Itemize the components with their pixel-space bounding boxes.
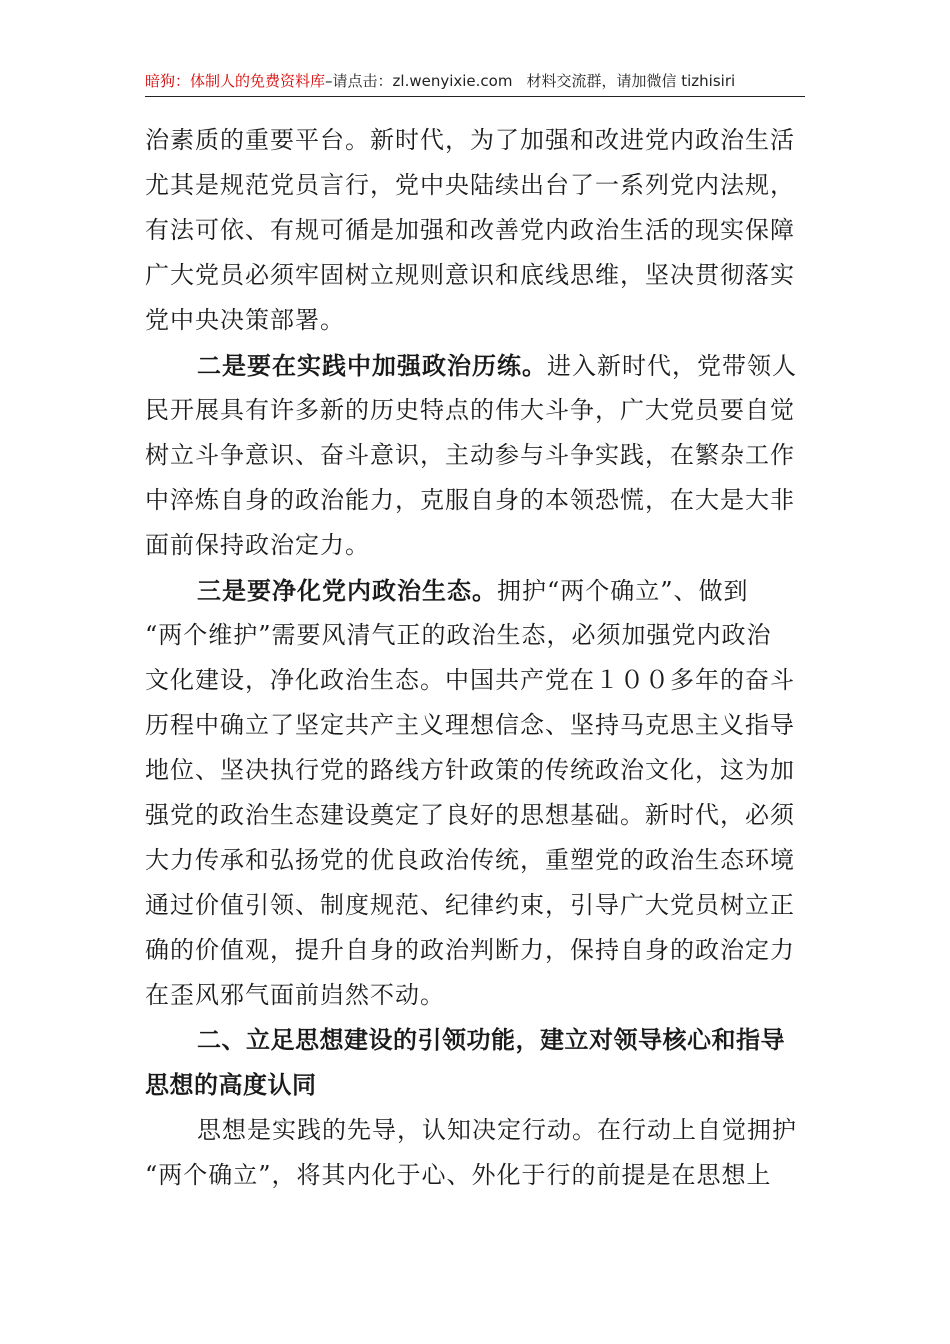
paragraph-4	[145, 1108, 810, 1198]
text-line: 强党的政治生态建设奠定了良好的思想基础。新时代，必须	[145, 801, 795, 829]
text-line: 文化建设，净化政治生态。中国共产党在１００多年的奋斗	[145, 666, 795, 694]
heading-line: 二、立足思想建设的引领功能，建立对领导核心和指导	[197, 1026, 785, 1054]
text-line: 民开展具有许多新的历史特点的伟大斗争，广大党员要自觉	[145, 396, 795, 424]
text-line: 思想是实践的先导，认知决定行动。在行动上自觉拥护	[197, 1116, 797, 1144]
section-heading	[145, 1018, 810, 1108]
text-line: 尤其是规范党员言行，党中央陆续出台了一系列党内法规，	[145, 171, 795, 199]
page-header	[145, 66, 805, 97]
text-line: 在歪风邪气面前岿然不动。	[145, 981, 445, 1009]
paragraph-first-rest: 拥护“两个确立”、做到	[497, 577, 749, 605]
paragraph-lead-bold: 三是要净化党内政治生态。	[197, 576, 497, 605]
text-line: 中淬炼自身的政治能力，克服自身的本领恐慌，在大是大非	[145, 486, 795, 514]
paragraph-first-rest: 进入新时代，党带领人	[547, 352, 797, 380]
paragraph-2	[145, 343, 810, 568]
text-line: 治素质的重要平台。新时代，为了加强和改进党内政治生活	[145, 126, 795, 154]
text-line: 面前保持政治定力。	[145, 531, 370, 559]
text-line: “两个确立”，将其内化于心、外化于行的前提是在思想上	[145, 1161, 772, 1189]
text-line: 通过价值引领、制度规范、纪律约束，引导广大党员树立正	[145, 891, 795, 919]
text-line: 树立斗争意识、奋斗意识，主动参与斗争实践，在繁杂工作	[145, 441, 795, 469]
document-body	[145, 118, 810, 1198]
header-site-name: 暗狗：体制人的免费资料库	[145, 72, 326, 90]
text-line: 有法可依、有规可循是加强和改善党内政治生活的现实保障	[145, 216, 795, 244]
text-line	[145, 568, 810, 613]
header-click-prompt: –请点击：	[325, 72, 393, 90]
text-line: 广大党员必须牢固树立规则意识和底线思维，坚决贯彻落实	[145, 261, 795, 289]
paragraph-3	[145, 568, 810, 1018]
text-line: 党中央决策部署。	[145, 306, 345, 334]
paragraph-lead-bold: 二是要在实践中加强政治历练。	[197, 351, 547, 380]
heading-line: 思想的高度认同	[145, 1071, 317, 1099]
text-line: 大力传承和弘扬党的优良政治传统，重塑党的政治生态环境	[145, 846, 795, 874]
header-url-link[interactable]: zl.wenyixie.com	[392, 72, 513, 90]
text-line: 历程中确立了坚定共产主义理想信念、坚持马克思主义指导	[145, 711, 795, 739]
text-line: “两个维护”需要风清气正的政治生态，必须加强党内政治	[145, 621, 772, 649]
text-line	[145, 343, 810, 388]
paragraph-1	[145, 118, 810, 343]
text-line: 确的价值观，提升自身的政治判断力，保持自身的政治定力	[145, 936, 795, 964]
header-wechat-note: 材料交流群，请加微信 tizhisiri	[526, 72, 736, 90]
text-line: 地位、坚决执行党的路线方针政策的传统政治文化，这为加	[145, 756, 795, 784]
